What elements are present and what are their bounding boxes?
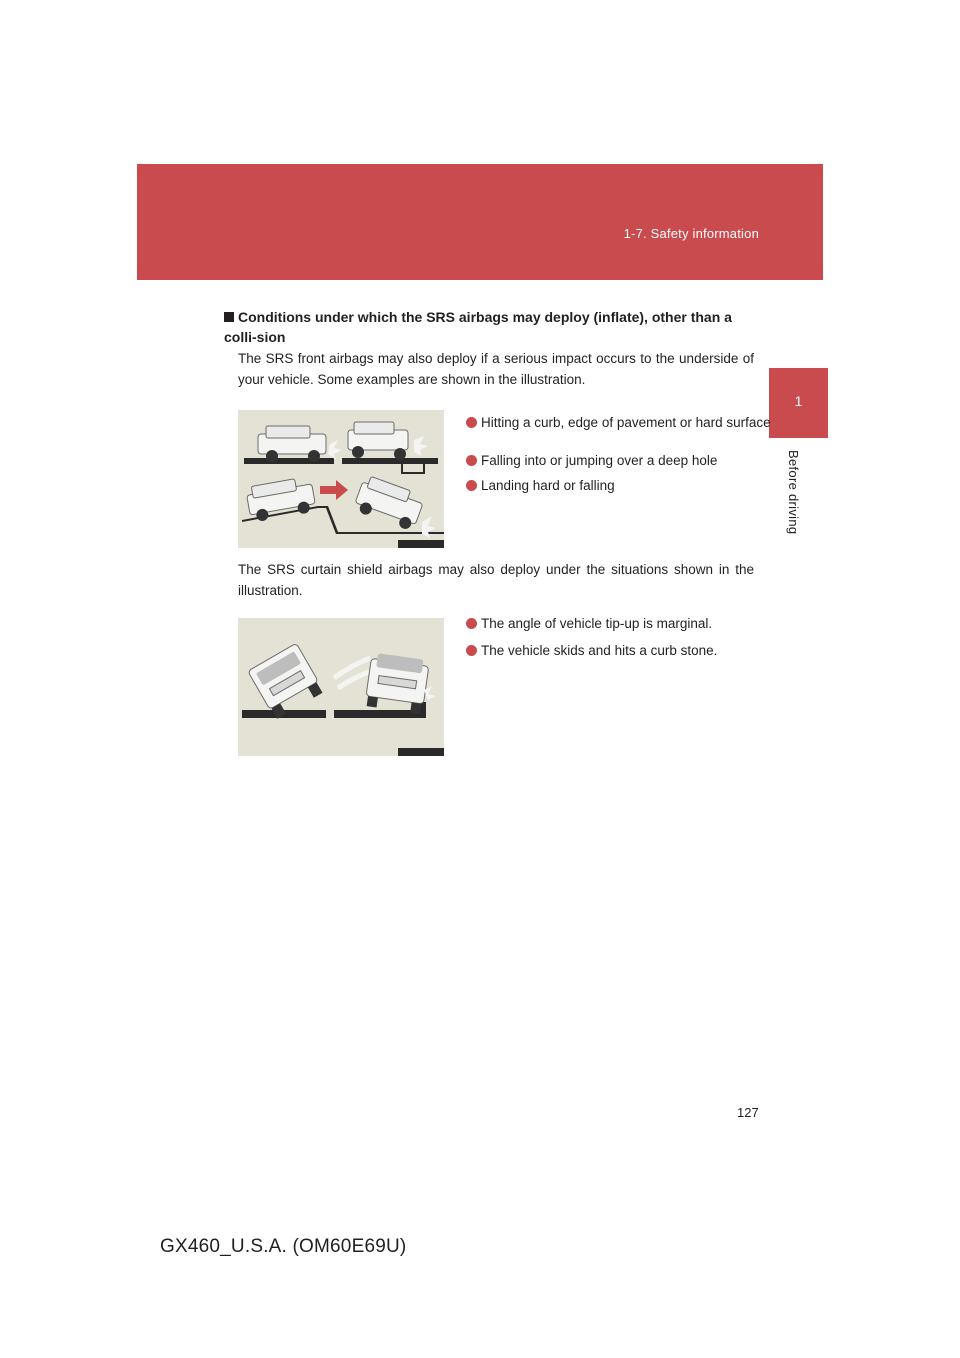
bullet-text: The angle of vehicle tip-up is marginal. (481, 616, 713, 631)
front-bullet-item (466, 412, 771, 433)
heading-text: Conditions under which the SRS airbags may deploy (inflate), other than a colli-sion (224, 309, 732, 345)
curtain-bullet-item (466, 613, 771, 634)
front-airbag-paragraph: The SRS front airbags may also deploy if a serious impact occurs to the underside of your vehicle. Some examples are shown in the illustration. (238, 351, 754, 387)
chapter-label: Before driving (786, 450, 801, 535)
front-bullet-item (466, 450, 771, 471)
page-number: 127 (737, 1105, 759, 1120)
section-header-band (137, 164, 823, 280)
bullet-dot-icon (466, 455, 477, 466)
vehicle-impact-diagram (238, 410, 444, 548)
bullet-text: Falling into or jumping over a deep hole (481, 453, 718, 468)
front-bullet-item (466, 475, 771, 496)
bullet-dot-icon (466, 417, 477, 428)
bullet-text: The vehicle skids and hits a curb stone. (481, 643, 718, 658)
vehicle-tip-diagram (238, 618, 444, 756)
bullet-text: Landing hard or falling (481, 478, 615, 493)
curtain-bullet-item (466, 640, 771, 661)
curtain-airbag-paragraph: The SRS curtain shield airbags may also deploy under the situations shown in the illustration. (238, 562, 754, 598)
bullet-dot-icon (466, 480, 477, 491)
chapter-number: 1 (794, 393, 803, 409)
front-airbag-illustration (238, 410, 444, 548)
subsection-heading (224, 307, 756, 347)
bullet-text: Hitting a curb, edge of pavement or hard surface (481, 415, 771, 430)
chapter-tab (769, 368, 828, 438)
bullet-dot-icon (466, 645, 477, 656)
section-title: 1-7. Safety information (623, 226, 759, 241)
square-bullet-icon (224, 312, 234, 322)
document-code: GX460_U.S.A. (OM60E69U) (160, 1236, 407, 1257)
curtain-airbag-illustration (238, 618, 444, 756)
bullet-dot-icon (466, 618, 477, 629)
